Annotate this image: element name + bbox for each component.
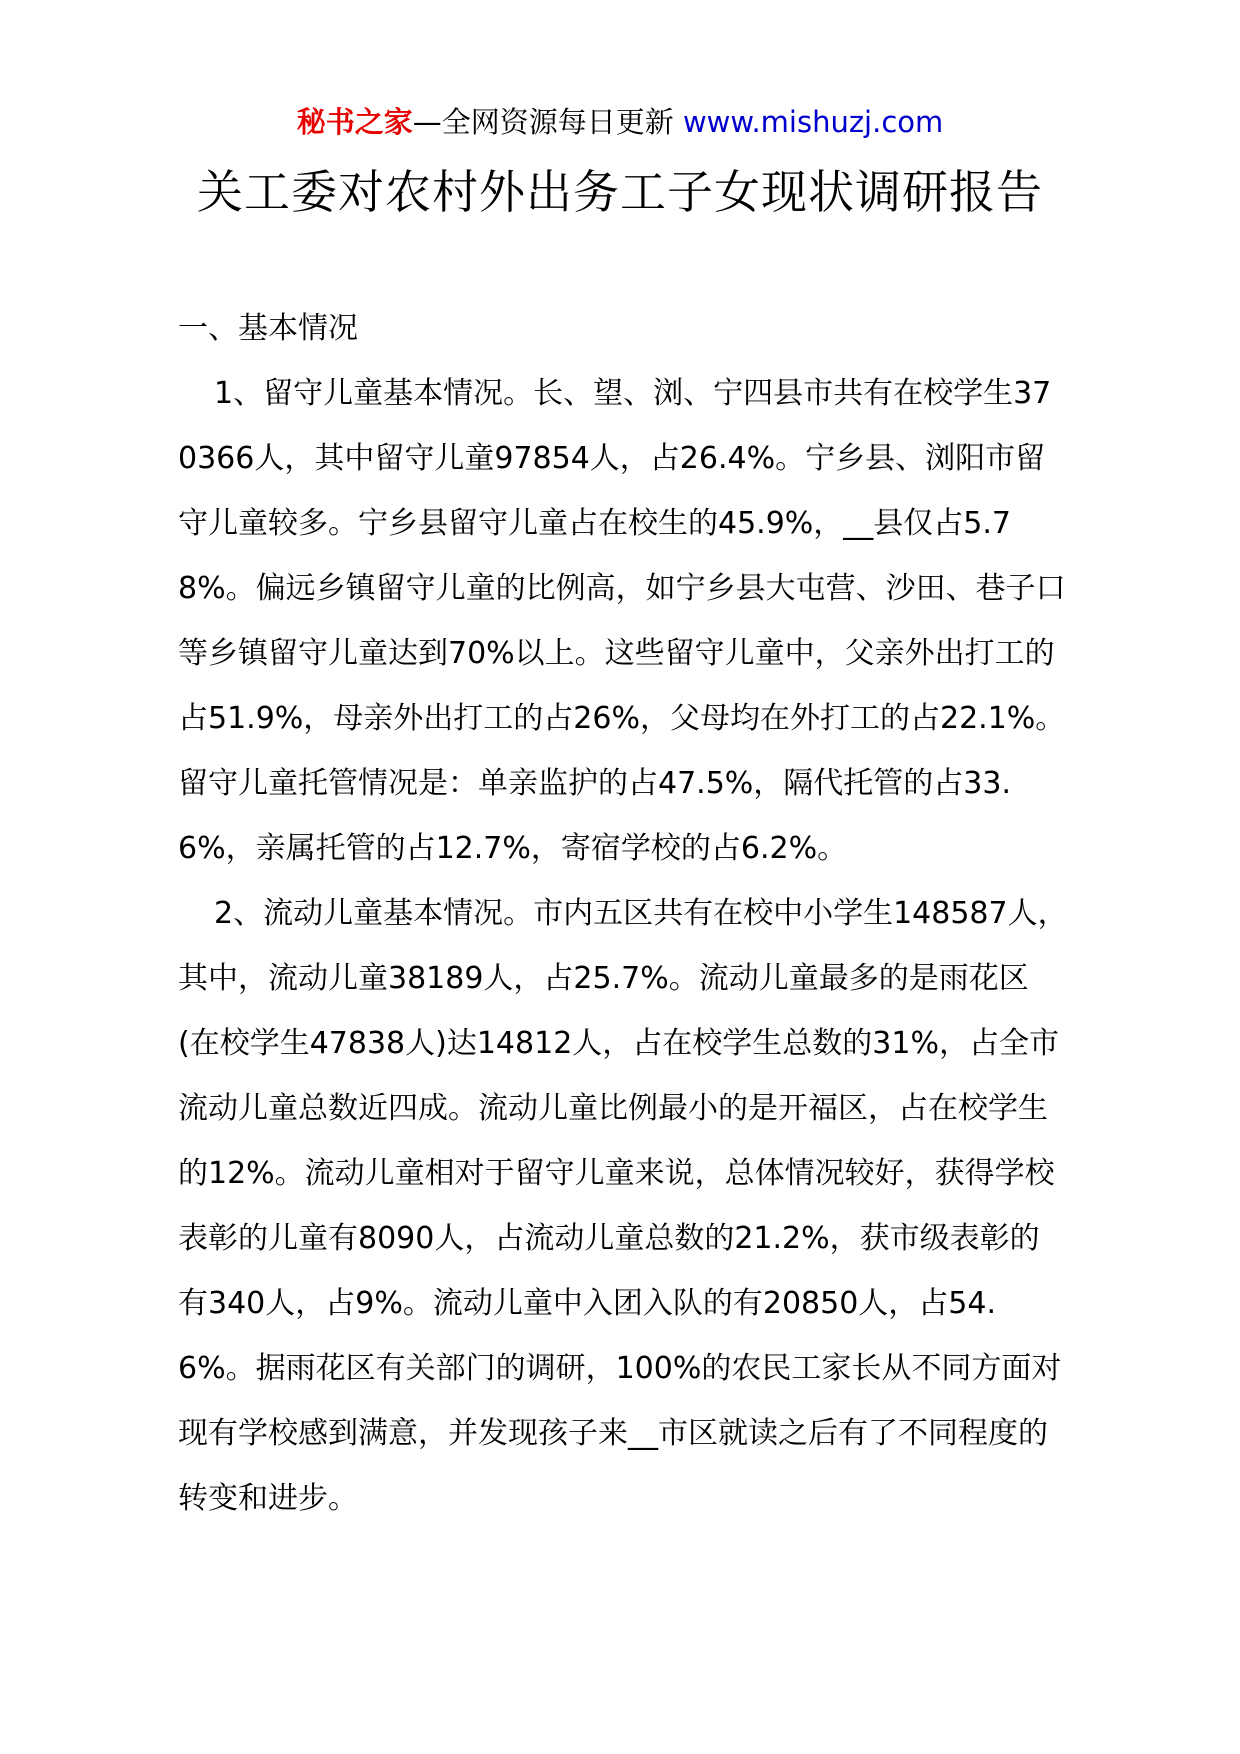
- paragraph-migrant-children: 2、流动儿童基本情况。市内五区共有在校中小学生148587人，其中，流动儿童38189人，占25.7%。流动儿童最多的是雨花区(在校学生47838人)达14812人，占在校学生总数的31%，占全市流动儿童总数近四成。流动儿童比例最小的是开福区，占在校学生的12%。流动儿童相对于留守儿童来说，总体情况较好，获得学校表彰的儿童有8090人，占流动儿童总数的21.2%，获市级表彰的有340人，占9%。流动儿童中入团入队的有20850人，占54.6%。据雨花区有关部门的调研，100%的农民工家长从不同方面对现有学校感到满意，并发现孩子来__市区就读之后有了不同程度的转变和进步。: [178, 896, 1068, 1516]
- section-heading: 一、基本情况: [178, 311, 358, 346]
- site-url-link[interactable]: www.mishuzj.com: [682, 105, 944, 139]
- document-body: [178, 296, 1068, 1531]
- site-brand: 秘书之家: [296, 105, 413, 139]
- site-tagline: —全网资源每日更新: [412, 105, 674, 139]
- document-title: 关工委对农村外出务工子女现状调研报告: [197, 165, 1043, 219]
- paragraph-left-behind-children: 1、留守儿童基本情况。长、望、浏、宁四县市共有在校学生370366人，其中留守儿童97854人，占26.4%。宁乡县、浏阳市留守儿童较多。宁乡县留守儿童占在校生的45.9%，__县仅占5.78%。偏远乡镇留守儿童的比例高，如宁乡县大屯营、沙田、巷子口等乡镇留守儿童达到70%以上。这些留守儿童中，父亲外出打工的占51.9%，母亲外出打工的占26%，父母均在外打工的占22.1%。留守儿童托管情况是：单亲监护的占47.5%，隔代托管的占33.6%，亲属托管的占12.7%，寄宿学校的占6.2%。: [178, 376, 1066, 866]
- site-header: [0, 102, 1240, 142]
